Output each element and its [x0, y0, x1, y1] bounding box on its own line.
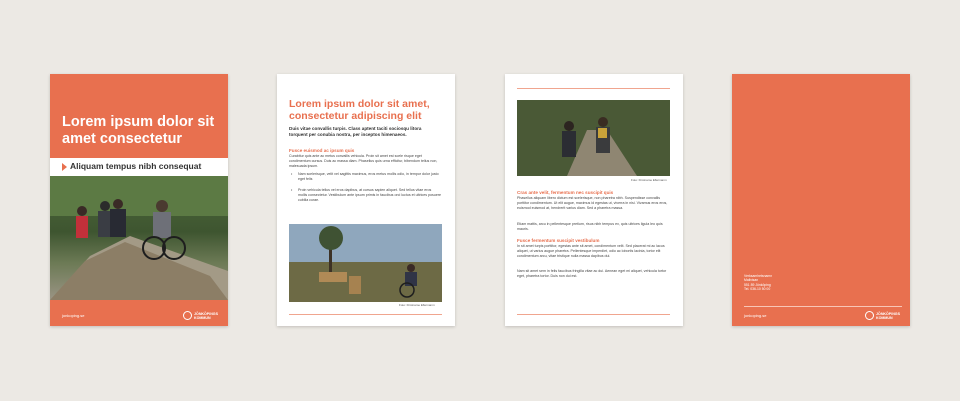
boardwalk-photo: [517, 100, 670, 176]
address-line: 551 89 Jönköping: [744, 282, 771, 287]
bullet-dot-icon: •: [291, 188, 293, 192]
bullet-text: Proin vehicula tellus vel eros dapibus, at cursus sapien aliquet. Sed tellus vitae eros mollis consectetur. Vestibulum ante ipsum primis in faucibus orci luctus et ultrices posuere cubilia curae.: [298, 188, 442, 202]
logo-line-2: KOMMUN: [876, 315, 893, 320]
section-heading: Fusce fermentum suscipit vestibulum: [517, 238, 600, 243]
body-paragraph: Etiam mattis, arcu in pellentesque pretium, risus nibh tempus ex, quis ultrices ligula leo quis mauris.: [517, 222, 663, 231]
bullet-text: Nam scelerisque, velit vel sagittis maximus, eros metus mollis odio, in tempor dolor justo eget felis: [298, 172, 439, 181]
cover-footer-url: jonkoping.se: [62, 313, 85, 318]
bullet-dot-icon: •: [291, 172, 293, 176]
logo-line-2: KOMMUN: [194, 315, 211, 320]
back-footer-url: jonkoping.se: [744, 313, 767, 318]
back-cover-page: [732, 74, 910, 326]
inner-page-left: [277, 74, 455, 326]
inner-page-right: [505, 74, 683, 326]
back-divider: [744, 306, 902, 307]
cover-photo-illustration: [50, 176, 228, 300]
photo-caption: Foto: Firstname Efternamn: [399, 303, 435, 307]
photo-caption: Foto: Firstname Efternamn: [631, 178, 667, 182]
address-line: Mallvisan: [744, 278, 759, 283]
inline-photo-illustration: [289, 224, 442, 302]
footer-divider: [517, 314, 670, 315]
inline-photo: [289, 224, 442, 302]
kommun-logo: [865, 311, 900, 320]
cover-title: Lorem ipsum dolor sit amet consectetur: [62, 114, 215, 147]
footer-divider: [289, 314, 442, 315]
cover-page: [50, 74, 228, 326]
ingress-text: Duis vitae convallis turpis. Class aptent taciti sociosqu litora torquent per conubia nostra, per inceptos himenaeos.: [289, 126, 422, 137]
body-paragraph: Phasellus aliquam libero dictum est scelerisque, non pharetra nibh. Suspendisse convallis porttitor condimentum. Ut elit augue, maximus id egestas ut, viverra in nisi. Vivamus eros eros, euismod euismod at, hendrerit varius diam. Sed a pharetra massa.: [517, 196, 668, 210]
kommun-logo-text: [876, 312, 900, 320]
section-heading: Fusce euismod ac ipsum quis: [289, 148, 355, 153]
page-title: Lorem ipsum dolor sit amet, consectetur adipiscing elit: [289, 98, 430, 122]
kommun-emblem-icon: [865, 311, 874, 320]
body-paragraph: Curabitur quis ante ac metus convallis vehicula. Proin sit amet est scele risque eget condimentum cursus. Duis ac massa diam. Phasellus quis urna efficitur, bibendum tellus non, malesuada ipsum.: [289, 154, 438, 168]
address-line: Tel. 036-10 50 00: [744, 287, 771, 292]
bullet-item: [289, 188, 441, 206]
kommun-emblem-icon: [183, 311, 192, 320]
cover-subtitle-bar: [50, 158, 228, 176]
address-line: Verksamhetsnamn: [744, 274, 773, 278]
cover-photo: [50, 176, 228, 300]
logo-line-1: JÖNKÖPINGS: [194, 311, 218, 316]
header-divider: [517, 88, 670, 89]
bullet-item: [289, 172, 441, 184]
body-paragraph: In sit amet turpis porttitor, egestas ante sit amet, condimentum velit. Sed placerat mi ac lacus aliquet, ut varius augue pharetra. Pellentesque imperdiet, odio ac lobortis lacinia, tortor elit condimentum arcu, vitae tristique nulla massa dapibus dui.: [517, 244, 665, 258]
boardwalk-photo-illustration: [517, 100, 670, 176]
section-heading: Cras ante velit, fermentum nec suscipit quis: [517, 190, 614, 195]
contact-address: [744, 274, 772, 292]
body-paragraph: Nam sit amet sem in felis faucibus fringilla vitae ac dui. Aenean eget mi aliquet, vehicula tortor eget, pharetra tortor. Duis non dui est.: [517, 269, 667, 278]
kommun-logo-text: [194, 312, 218, 320]
kommun-logo: [183, 311, 218, 320]
cover-subtitle: Aliquam tempus nibh consequat: [70, 161, 202, 171]
logo-line-1: JÖNKÖPINGS: [876, 311, 900, 316]
arrow-right-icon: [62, 163, 67, 171]
